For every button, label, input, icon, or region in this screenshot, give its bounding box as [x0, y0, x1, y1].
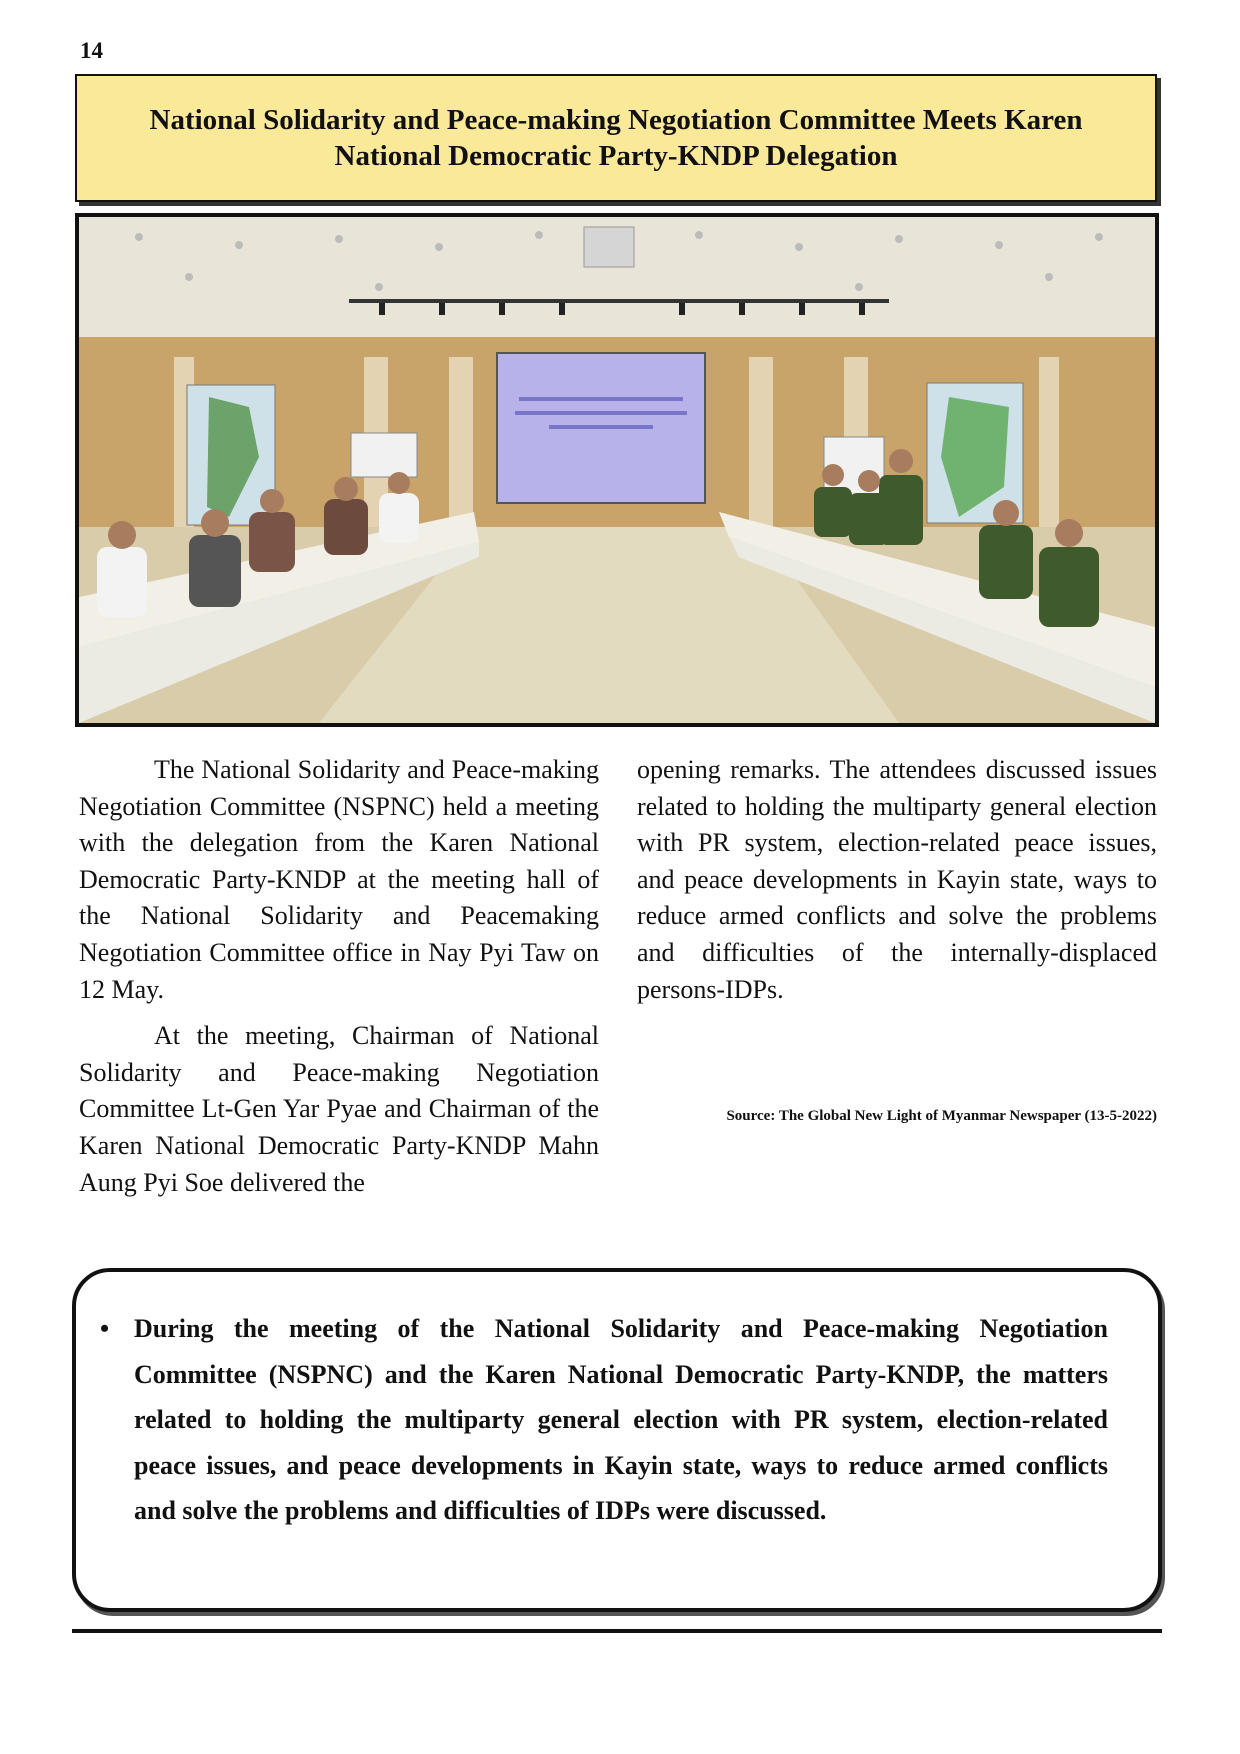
page-title: National Solidarity and Peace-making Negotiation Committee Meets Karen National Democratic Party-KNDP Delegation [149, 104, 1083, 172]
page-number: 14 [80, 38, 103, 63]
meeting-photo-illustration [79, 217, 1155, 723]
meeting-photo [75, 213, 1159, 727]
title-banner [75, 74, 1157, 202]
summary-box [72, 1268, 1162, 1612]
article-paragraph: At the meeting, Chairman of National Solidarity and Peace-making Negotiation Committee Lt-Gen Yar Pyae and Chairman of the Karen National Democratic Party-KNDP Mahn Aung Pyi Soe delivered the [79, 1021, 599, 1197]
bullet-icon: • [100, 1314, 110, 1343]
summary-item: During the meeting of the National Solidarity and Peace-making Negotiation Committee (NSPNC) and the Karen National Democratic Party-KNDP, the matters related to holding the multiparty general election with PR system, election-related peace issues, and peace developments in Kayin state, ways to reduce armed conflicts and solve the problems and difficulties of IDPs were discussed. [134, 1314, 1108, 1526]
source-citation: Source: The Global New Light of Myanmar Newspaper (13-5-2022) [726, 1108, 1157, 1124]
article-column-left [79, 752, 599, 1211]
bottom-divider [72, 1629, 1162, 1633]
article-paragraph: opening remarks. The attendees discussed issues related to holding the multiparty general election with PR system, election-related peace issues, and peace developments in Kayin state, ways to reduce armed conflicts and solve the problems and difficulties of the internally-displaced persons-IDPs. [637, 755, 1157, 1004]
article-column-right [637, 752, 1157, 1018]
article-paragraph: The National Solidarity and Peace-making Negotiation Committee (NSPNC) held a meeting with the delegation from the Karen National Democratic Party-KNDP at the meeting hall of the National Solidarity and Peacemaking Negotiation Committee office in Nay Pyi Taw on 12 May. [79, 755, 599, 1004]
